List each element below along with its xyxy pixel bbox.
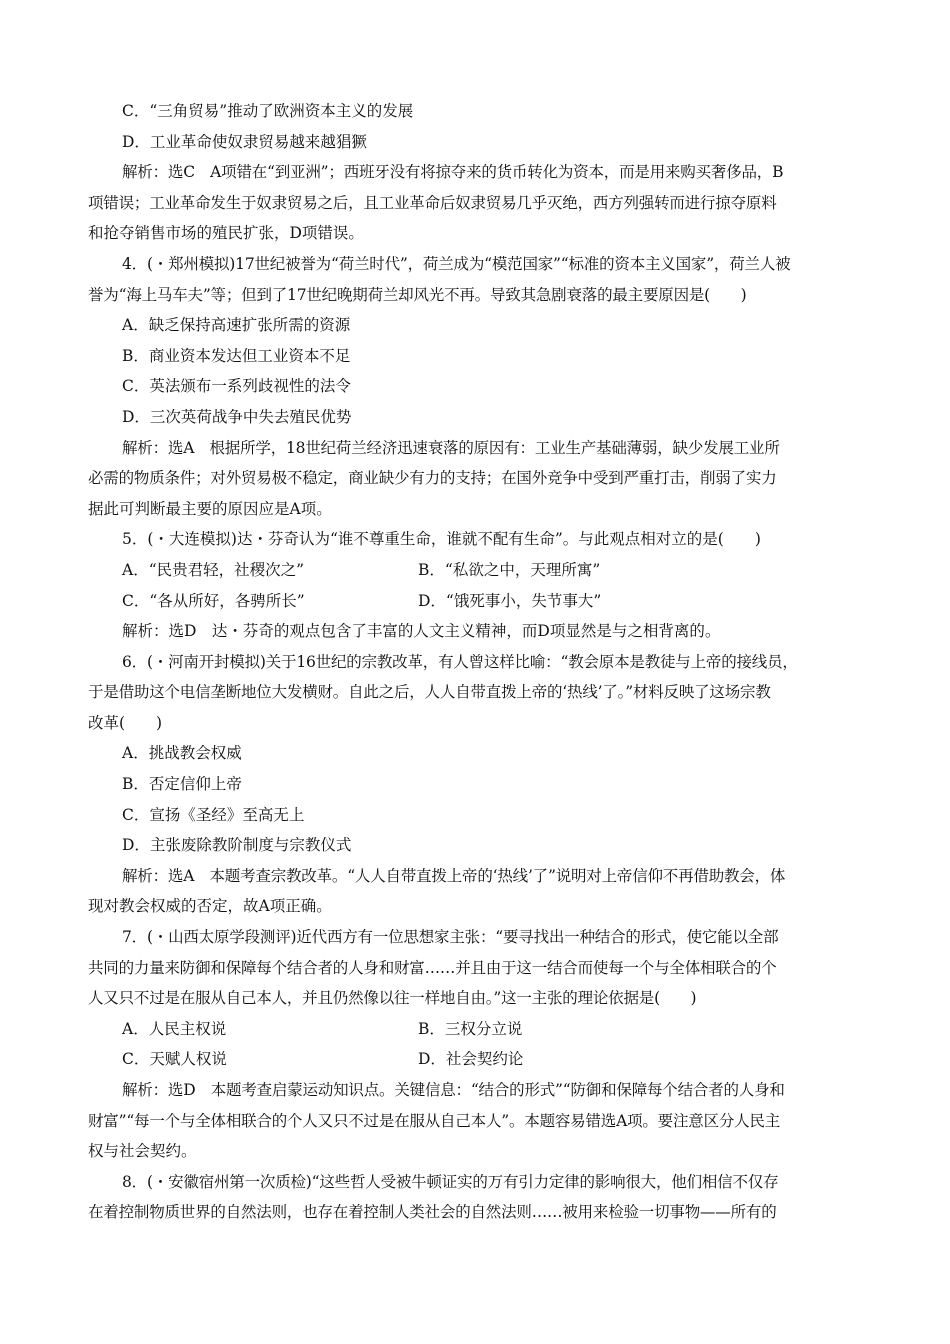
q8-stem-line-2: 在着控制物质世界的自然法则，也存在着控制人类社会的自然法则……被用来检验一切事物——所有的	[88, 1203, 777, 1222]
q5-options-row-1	[88, 555, 862, 586]
q4-analysis-line-1: 解析：选A 根据所学，18世纪荷兰经济迅速衰落的原因有：工业生产基础薄弱，缺少发展工业所	[122, 438, 780, 457]
q8-stem-line-1: 8．(・安徽宿州第一次质检)“这些哲人受被牛顿证实的万有引力定律的影响很大，他们相信不仅存	[122, 1172, 779, 1191]
q3-option-c: C．“三角贸易”推动了欧洲资本主义的发展	[122, 102, 414, 120]
q5-option-c: C．“各从所好，各骋所长”	[122, 591, 305, 610]
q5-option-a: A．“民贵君轻，社稷次之”	[122, 560, 305, 579]
q4-option-b: B．商业资本发达但工业资本不足	[122, 346, 351, 365]
q6-stem-line-3: 改革( )	[88, 713, 163, 732]
q5-options-row-2	[88, 586, 862, 617]
q5-option-b: B．“私欲之中，天理所寓”	[418, 560, 601, 579]
q5-stem: 5．(・大连模拟)达・芬奇认为“谁不尊重生命，谁就不配有生命”。与此观点相对立的是( )	[122, 530, 761, 549]
q7-option-c: C．天赋人权说	[122, 1050, 227, 1069]
q7-option-d: D．社会契约论	[418, 1050, 524, 1069]
q6-option-a: A．挑战教会权威	[122, 744, 242, 763]
q6-option-c: C．宣扬《圣经》至高无上	[122, 805, 305, 824]
q6-option-b: B．否定信仰上帝	[122, 775, 242, 794]
q4-option-a: A．缺乏保持高速扩张所需的资源	[122, 316, 351, 335]
q7-analysis-line-3: 权与社会契约。	[88, 1142, 197, 1161]
q7-stem-line-3: 人又只不过是在服从自己本人，并且仍然像以往一样地自由。”这一主张的理论依据是( )	[88, 989, 697, 1008]
q7-stem-line-2: 共同的力量来防御和保障每个结合者的人身和财富……并且由于这一结合而使每一个与全体相联合的个	[88, 958, 777, 977]
q6-option-d: D．主张废除教阶制度与宗教仪式	[122, 836, 352, 855]
q4-analysis-line-3: 据此可判断最主要的原因应是A项。	[88, 499, 332, 518]
q3-analysis-line-2: 项错误；工业革命发生于奴隶贸易之后，且工业革命后奴隶贸易几乎灭绝，西方列强转而进行掠夺原料	[88, 193, 777, 212]
q6-stem-line-1: 6．(・河南开封模拟)关于16世纪的宗教改革，有人曾这样比喻：“教会原本是教徒与上帝的接线员，	[122, 652, 798, 671]
q5-analysis: 解析：选D 达・芬奇的观点包含了丰富的人文主义精神，而D项显然是与之相背离的。	[122, 622, 721, 641]
q5-option-d: D．“饿死事小，失节事大”	[418, 591, 602, 610]
q3-analysis-line-3: 和抢夺销售市场的殖民扩张，D项错误。	[88, 224, 364, 243]
q7-option-b: B．三权分立说	[418, 1019, 523, 1038]
q7-options-row-2	[88, 1044, 862, 1075]
q6-analysis-line-1: 解析：选A 本题考查宗教改革。“人人自带直拨上帝的‘热线’了”说明对上帝信仰不再借助教会，体	[122, 866, 786, 885]
q3-analysis-line-1: 解析：选C A项错在“到亚洲”；西班牙没有将掠夺来的货币转化为资本，而是用来购买奢侈品，B	[122, 163, 784, 182]
q7-stem-line-1: 7．(・山西太原学段测评)近代西方有一位思想家主张：“要寻找出一种结合的形式，使它能以全部	[122, 928, 779, 947]
q7-option-a: A．人民主权说	[122, 1019, 227, 1038]
q7-analysis-line-2: 财富”“每一个与全体相联合的个人又只不过是在服从自己本人”。本题容易错选A项。要注意区分人民主	[88, 1111, 781, 1130]
q4-option-c: C．英法颁布一系列歧视性的法令	[122, 377, 351, 396]
q6-analysis-line-2: 现对教会权威的否定，故A项正确。	[88, 897, 332, 916]
q6-stem-line-2: 于是借助这个电信垄断地位大发横财。自此之后，人人自带直拨上帝的‘热线’了。”材料反映了这场宗教	[88, 683, 771, 702]
q4-analysis-line-2: 必需的物质条件；对外贸易极不稳定，商业缺少有力的支持；在国外竞争中受到严重打击，削弱了实力	[88, 469, 777, 488]
q7-options-row-1	[88, 1014, 862, 1045]
q4-stem-line-2: 誉为“海上马车夫”等；但到了17世纪晚期荷兰却风光不再。导致其急剧衰落的最主要原因是( )	[88, 285, 747, 304]
q7-analysis-line-1: 解析：选D 本题考查启蒙运动知识点。关键信息：“结合的形式”“防御和保障每个结合者的人身和	[122, 1081, 785, 1099]
q4-option-d: D．三次英荷战争中失去殖民优势	[122, 407, 352, 426]
q3-option-d: D．工业革命使奴隶贸易越来越猖獗	[122, 132, 367, 151]
q4-stem-line-1: 4．(・郑州模拟)17世纪被誉为“荷兰时代”，荷兰成为“模范国家”“标准的资本主义国家”，荷兰人被	[122, 254, 791, 273]
